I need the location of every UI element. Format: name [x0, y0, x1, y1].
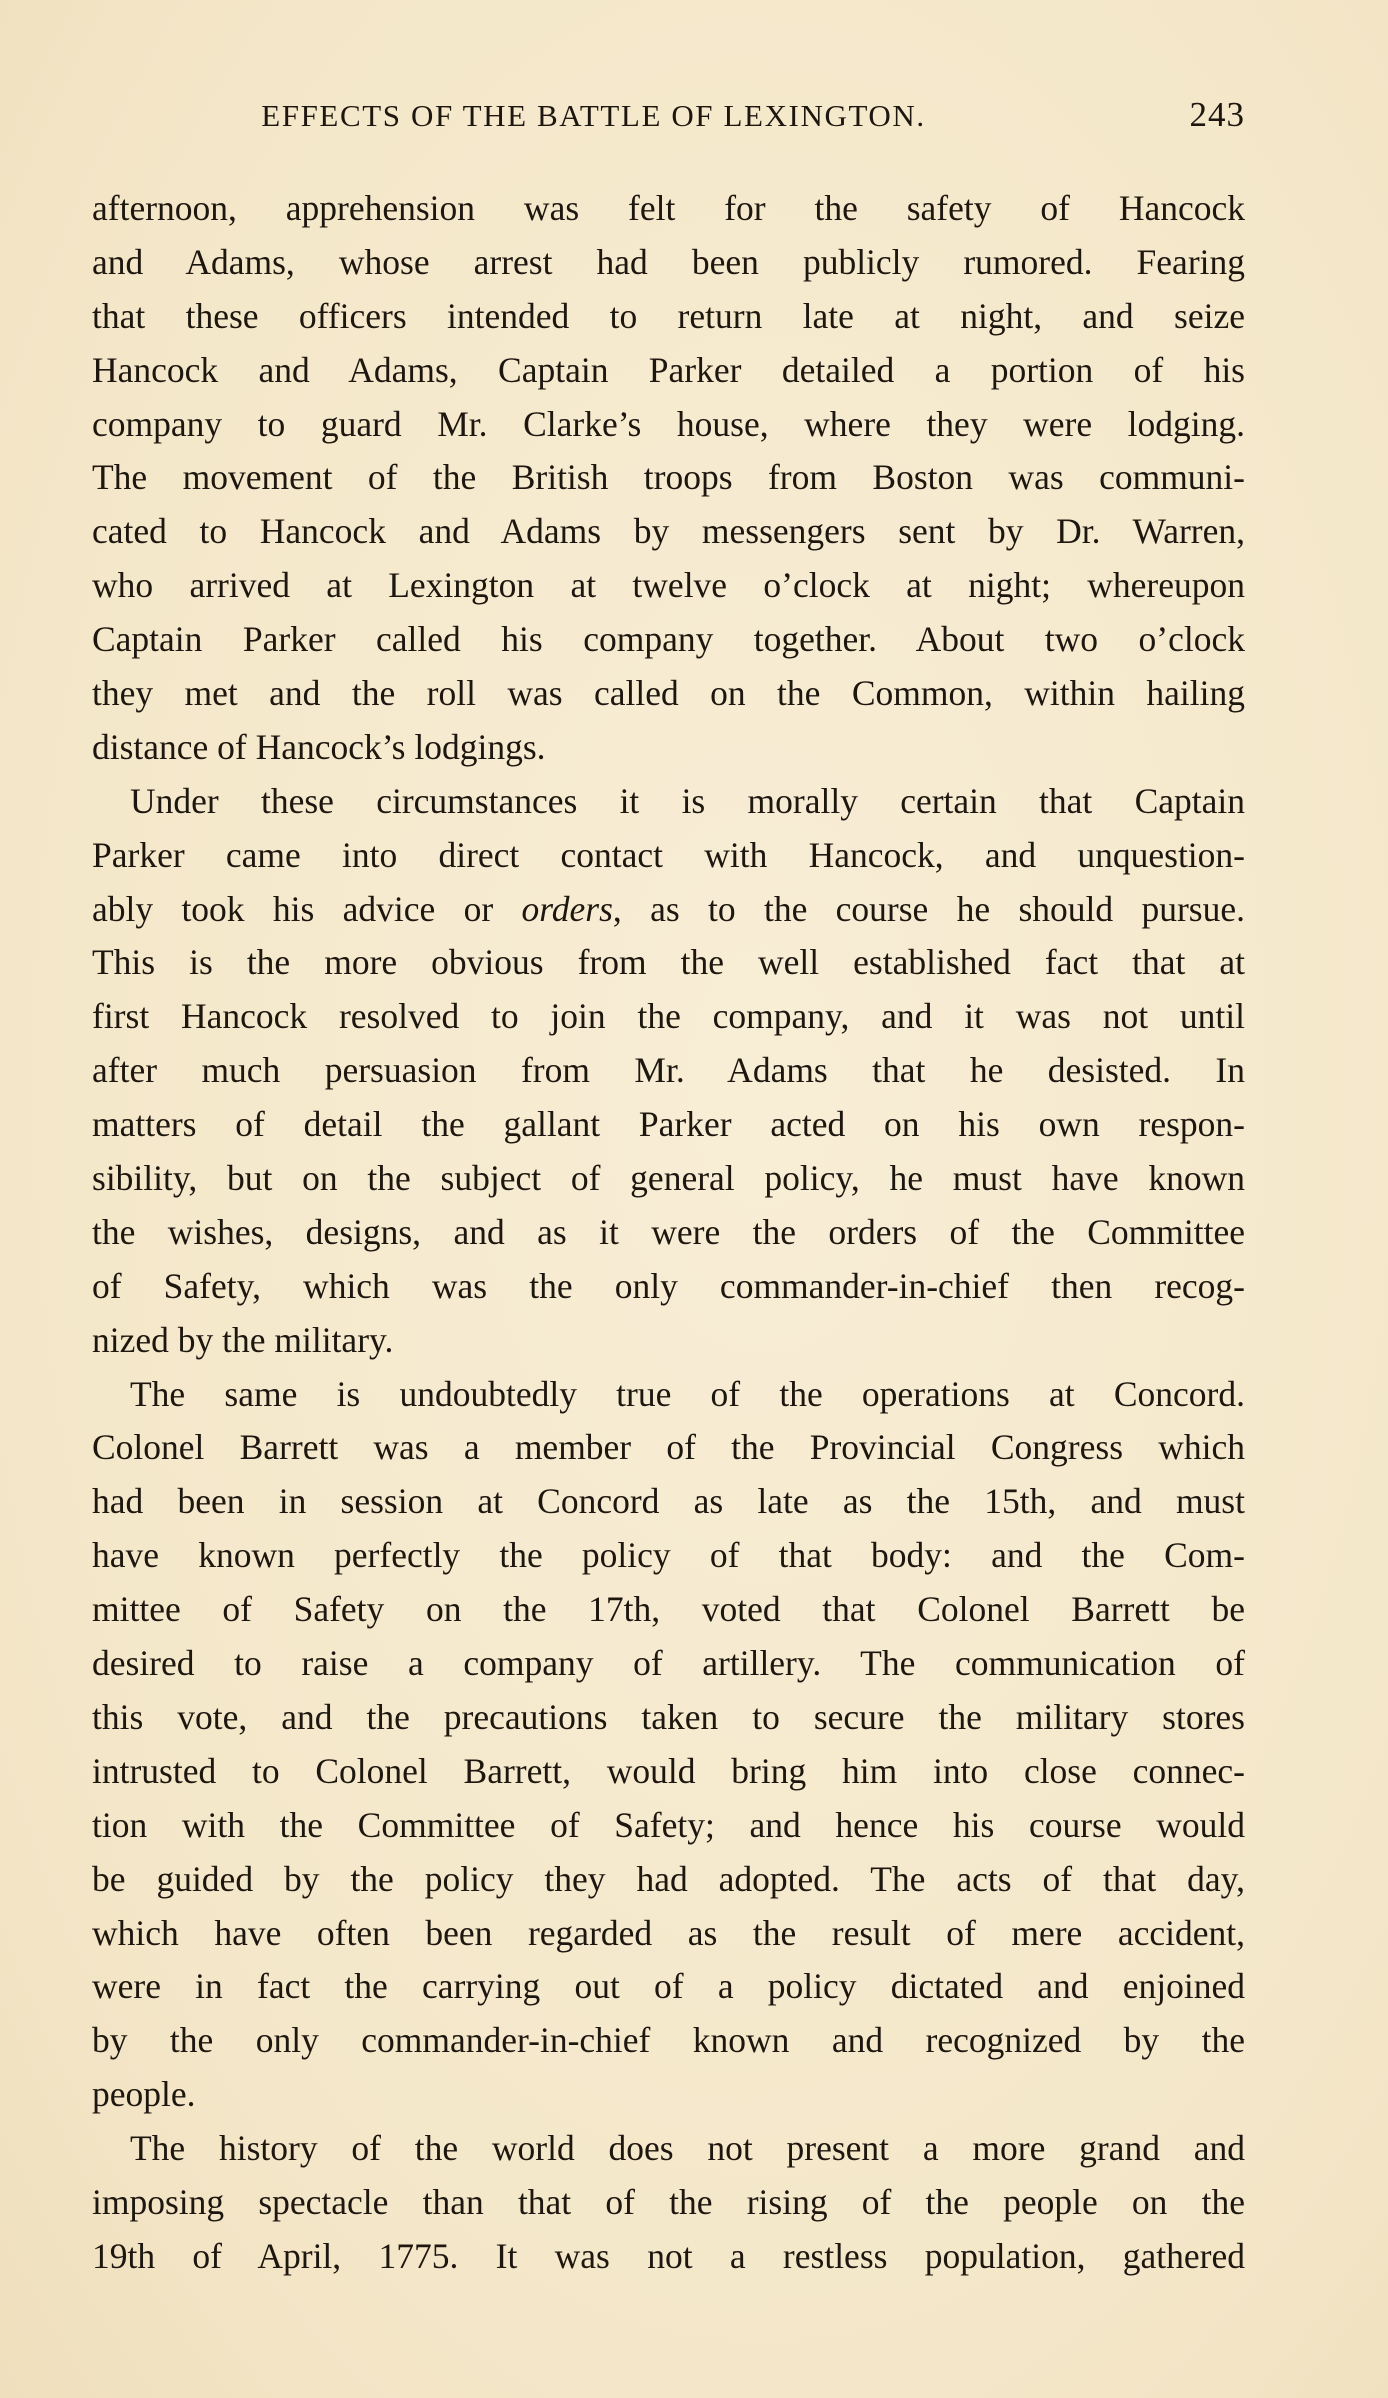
text-line: sibility, but on the subject of general policy, he must have known	[92, 1158, 1245, 1199]
text-line: nized by the military.	[92, 1319, 394, 1360]
text-line: by the only commander-in-chief known and recognized by the	[92, 2020, 1245, 2061]
text-line: 19th of April, 1775. It was not a restless population, gathered	[92, 2235, 1245, 2276]
text-line: imposing spectacle than that of the rising of the people on the	[92, 2181, 1245, 2222]
text-line	[92, 883, 1245, 937]
text-segment: ably took his advice or	[92, 888, 522, 929]
text-line: company to guard Mr. Clarke’s house, where they were lodging.	[92, 403, 1245, 444]
paragraph	[92, 182, 1245, 775]
text-line: which have often been regarded as the result of mere accident,	[92, 1912, 1245, 1953]
text-line: who arrived at Lexington at twelve o’clock at night; whereupon	[92, 565, 1245, 606]
text-line: cated to Hancock and Adams by messengers sent by Dr. Warren,	[92, 511, 1245, 552]
text-line: after much persuasion from Mr. Adams that he desisted. In	[92, 1050, 1245, 1091]
text-line: distance of Hancock’s lodgings.	[92, 726, 546, 767]
text-line: were in fact the carrying out of a policy dictated and enjoined	[92, 1966, 1245, 2007]
text-line: mittee of Safety on the 17th, voted that Colonel Barrett be	[92, 1589, 1245, 1630]
text-line: intrusted to Colonel Barrett, would bring him into close connec-	[92, 1750, 1245, 1791]
text-line: be guided by the policy they had adopted. The acts of that day,	[92, 1858, 1245, 1899]
text-line: This is the more obvious from the well established fact that at	[92, 942, 1245, 983]
page-number: 243	[1189, 95, 1245, 134]
paragraph	[92, 2122, 1245, 2284]
text-line: Colonel Barrett was a member of the Provincial Congress which	[92, 1427, 1245, 1468]
text-line: The history of the world does not present a more grand and	[130, 2128, 1245, 2169]
running-head	[92, 95, 1245, 150]
text-line: the wishes, designs, and as it were the orders of the Committee	[92, 1211, 1245, 1252]
text-line: this vote, and the precautions taken to secure the military stores	[92, 1696, 1245, 1737]
text-segment: , as to the course he should pursue.	[612, 888, 1245, 929]
text-line: Captain Parker called his company together. About two o’clock	[92, 619, 1245, 660]
text-line: people.	[92, 2074, 196, 2115]
text-line: have known perfectly the policy of that body: and the Com-	[92, 1535, 1245, 1576]
text-line: Hancock and Adams, Captain Parker detailed a portion of his	[92, 349, 1245, 390]
text-line: and Adams, whose arrest had been publicly rumored. Fearing	[92, 241, 1245, 282]
text-line: Under these circumstances it is morally certain that Captain	[130, 780, 1245, 821]
text-line: The movement of the British troops from Boston was communi-	[92, 457, 1245, 498]
italic-emphasis: orders	[521, 888, 613, 929]
text-line: they met and the roll was called on the Common, within hailing	[92, 673, 1245, 714]
text-line: had been in session at Concord as late as the 15th, and must	[92, 1481, 1245, 1522]
text-line: matters of detail the gallant Parker acted on his own respon-	[92, 1104, 1245, 1145]
text-line: first Hancock resolved to join the company, and it was not until	[92, 996, 1245, 1037]
text-line: Parker came into direct contact with Hancock, and unquestion-	[92, 834, 1245, 875]
paragraph	[92, 1368, 1245, 2122]
body-text	[92, 182, 1245, 2284]
paragraph	[92, 775, 1245, 1368]
text-line: tion with the Committee of Safety; and hence his course would	[92, 1804, 1245, 1845]
text-line: desired to raise a company of artillery. The communication of	[92, 1643, 1245, 1684]
text-line: afternoon, apprehension was felt for the safety of Hancock	[92, 188, 1245, 228]
text-line: of Safety, which was the only commander-in-chief then recog-	[92, 1265, 1245, 1306]
text-line: that these officers intended to return late at night, and seize	[92, 295, 1245, 336]
running-title: EFFECTS OF THE BATTLE OF LEXINGTON.	[261, 98, 926, 133]
text-line: The same is undoubtedly true of the operations at Concord.	[130, 1373, 1245, 1414]
